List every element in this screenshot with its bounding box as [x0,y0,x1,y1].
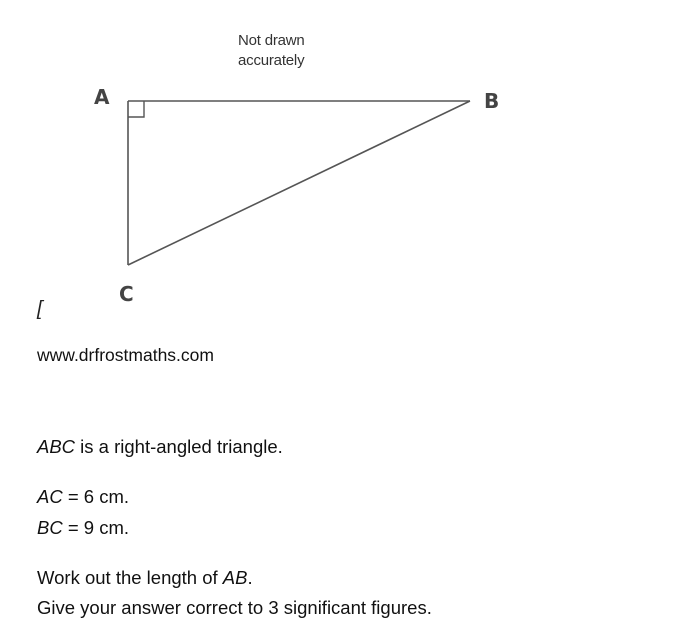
given-ac [37,486,129,508]
right-angle-marker [128,101,144,117]
note-line-2: accurately [238,52,305,69]
side-bc [128,101,470,265]
not-drawn-accurately-note [238,31,305,71]
task-prefix: Work out the length of [37,567,223,588]
bc-value: = 9 cm. [62,517,130,538]
task-text [37,567,253,589]
task-side-name: AB [222,567,248,588]
ac-value: = 6 cm. [62,486,130,507]
given-bc [37,517,129,539]
vertex-label-a: A [94,85,110,109]
task-suffix: . [247,567,253,588]
bracket-mark: [ [37,298,43,320]
website-text: www.drfrostmaths.com [37,345,214,365]
vertex-label-c: C [119,282,134,306]
triangle-name: ABC [37,436,76,457]
note-line-1: Not drawn [238,32,305,49]
question-statement [37,436,283,458]
vertex-label-b: B [484,89,500,113]
instruction-text: Give your answer correct to 3 significant figures. [37,597,432,618]
statement-rest: is a right-angled triangle. [75,436,283,457]
bc-name: BC [37,517,63,538]
ac-name: AC [37,486,63,507]
